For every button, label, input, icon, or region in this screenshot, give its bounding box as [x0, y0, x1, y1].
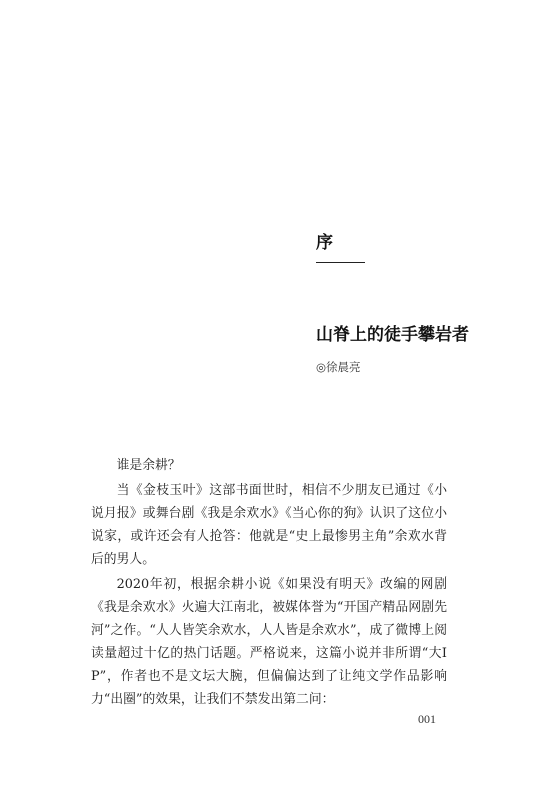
paragraph: 2020年初，根据余耕小说《如果没有明天》改编的网剧《我是余欢水》火遍大江南北，被媒体誉为“开国产精品网剧先河”之作。“人人皆笑余欢水，人人皆是余欢水”，成了微博上阅读量超过十亿的热门话题。严格说来，这篇小说并非所谓“大IP”，作者也不是文坛大腕，但偏偏达到了让纯文学作品影响力“出圈”的效果，让我们不禁发出第二问：	[91, 577, 447, 707]
paragraph: 当《金枝玉叶》这部书面世时，相信不少朋友已通过《小说月报》或舞台剧《我是余欢水》《当心你的狗》认识了这位小说家，或许还会有人抢答：他就是“史上最惨男主角”余欢水背后的男人。	[91, 483, 447, 567]
section-label: 序	[316, 233, 334, 253]
section-divider	[316, 262, 365, 263]
paragraph: 谁是余耕？	[116, 458, 181, 473]
page-number: 001	[418, 712, 436, 726]
body-text	[91, 454, 447, 713]
essay-title: 山脊上的徒手攀岩者	[316, 325, 469, 345]
essay-author: ◎徐晨亮	[316, 360, 361, 374]
